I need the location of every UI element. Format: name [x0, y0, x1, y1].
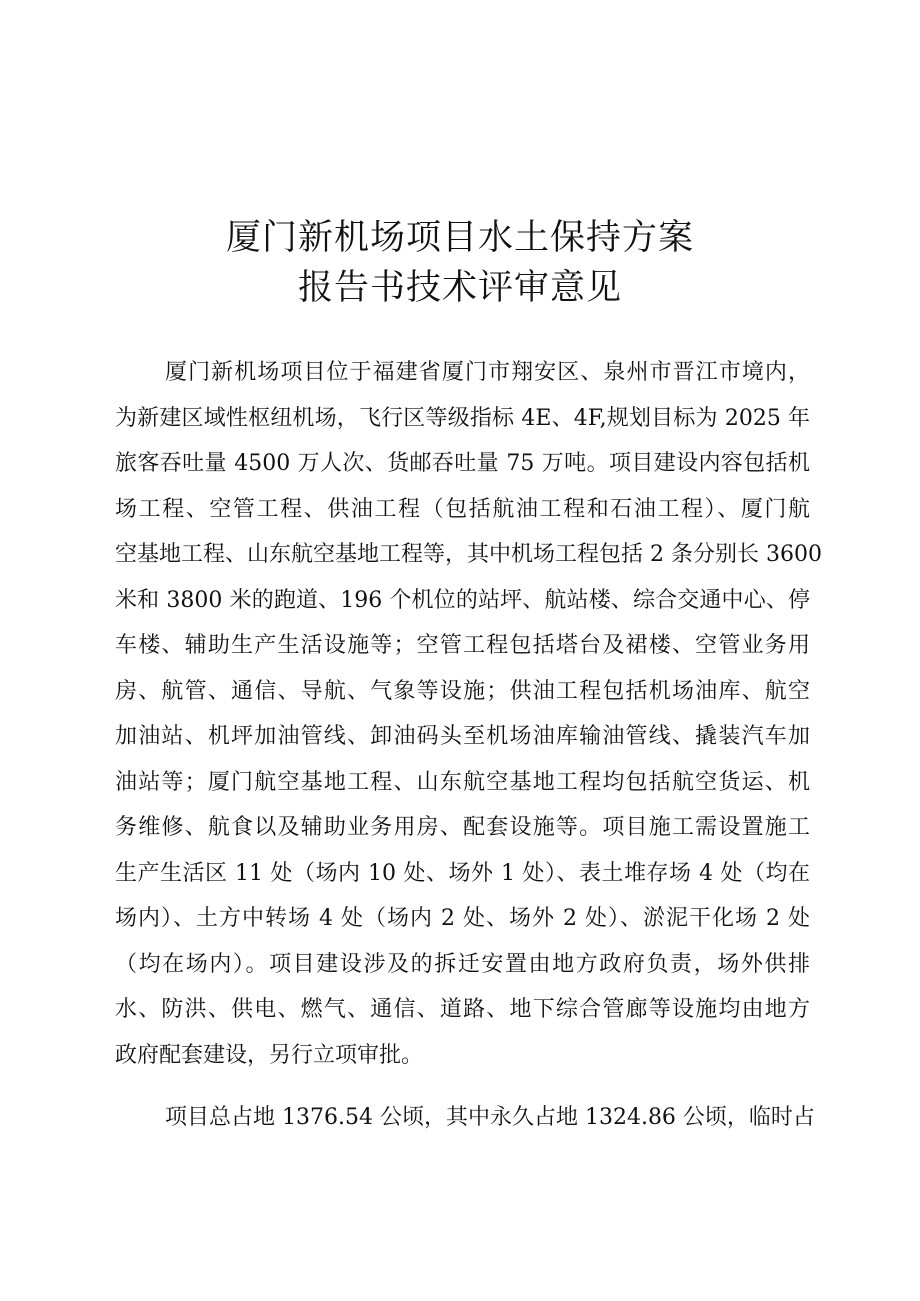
paragraph-line: 房、航管、通信、导航、气象等设施；供油工程包括机场油库、航空: [115, 678, 810, 704]
paragraph-line: 务维修、航食以及辅助业务用房、配套设施等。项目施工需设置施工: [115, 815, 810, 840]
document-title-line-2: 报告书技术评审意见: [297, 268, 622, 308]
paragraph-line: 油站等；厦门航空基地工程、山东航空基地工程均包括航空货运、机: [115, 769, 810, 795]
paragraph-line: 车楼、辅助生产生活设施等；空管工程包括塔台及裙楼、空管业务用: [115, 633, 810, 658]
paragraph-line: 水、防洪、供电、燃气、通信、道路、地下综合管廊等设施均由地方: [115, 997, 810, 1022]
paragraph-line: 厦门新机场项目位于福建省厦门市翔安区、泉州市晋江市境内，: [165, 360, 810, 385]
paragraph-line: 为新建区域性枢纽机场，飞行区等级指标 4E、4F,规划目标为 2025 年: [115, 405, 810, 431]
document-title-line-1: 厦门新机场项目水土保持方案: [225, 218, 694, 258]
paragraph-line: （均在场内）。项目建设涉及的拆迁安置由地方政府负责，场外供排: [115, 951, 810, 977]
paragraph-line: 旅客吞吐量 4500 万人次、货邮吞吐量 75 万吨。项目建设内容包括机: [115, 451, 810, 476]
paragraph-line: 生产生活区 11 处（场内 10 处、场外 1 处）、表土堆存场 4 处（均在: [115, 860, 810, 886]
paragraph-line: 项目总占地 1376.54 公顷，其中永久占地 1324.86 公顷，临时占: [165, 1105, 815, 1130]
paragraph-line: 场内）、土方中转场 4 处（场内 2 处、场外 2 处）、淤泥干化场 2 处: [115, 906, 810, 931]
paragraph-line: 加油站、机坪加油管线、卸油码头至机场油库输油管线、撬装汽车加: [115, 724, 810, 749]
paragraph-project-overview: [115, 350, 822, 1078]
paragraph-line: 场工程、空管工程、供油工程（包括航油工程和石油工程）、厦门航: [115, 496, 810, 522]
paragraph-land-occupation: [115, 1095, 815, 1141]
paragraph-line: 空基地工程、山东航空基地工程等，其中机场工程包括 2 条分别长 3600: [115, 542, 822, 567]
paragraph-line: 政府配套建设，另行立项审批。: [115, 1042, 424, 1068]
paragraph-line: 米和 3800 米的跑道、196 个机位的站坪、航站楼、综合交通中心、停: [115, 587, 810, 613]
